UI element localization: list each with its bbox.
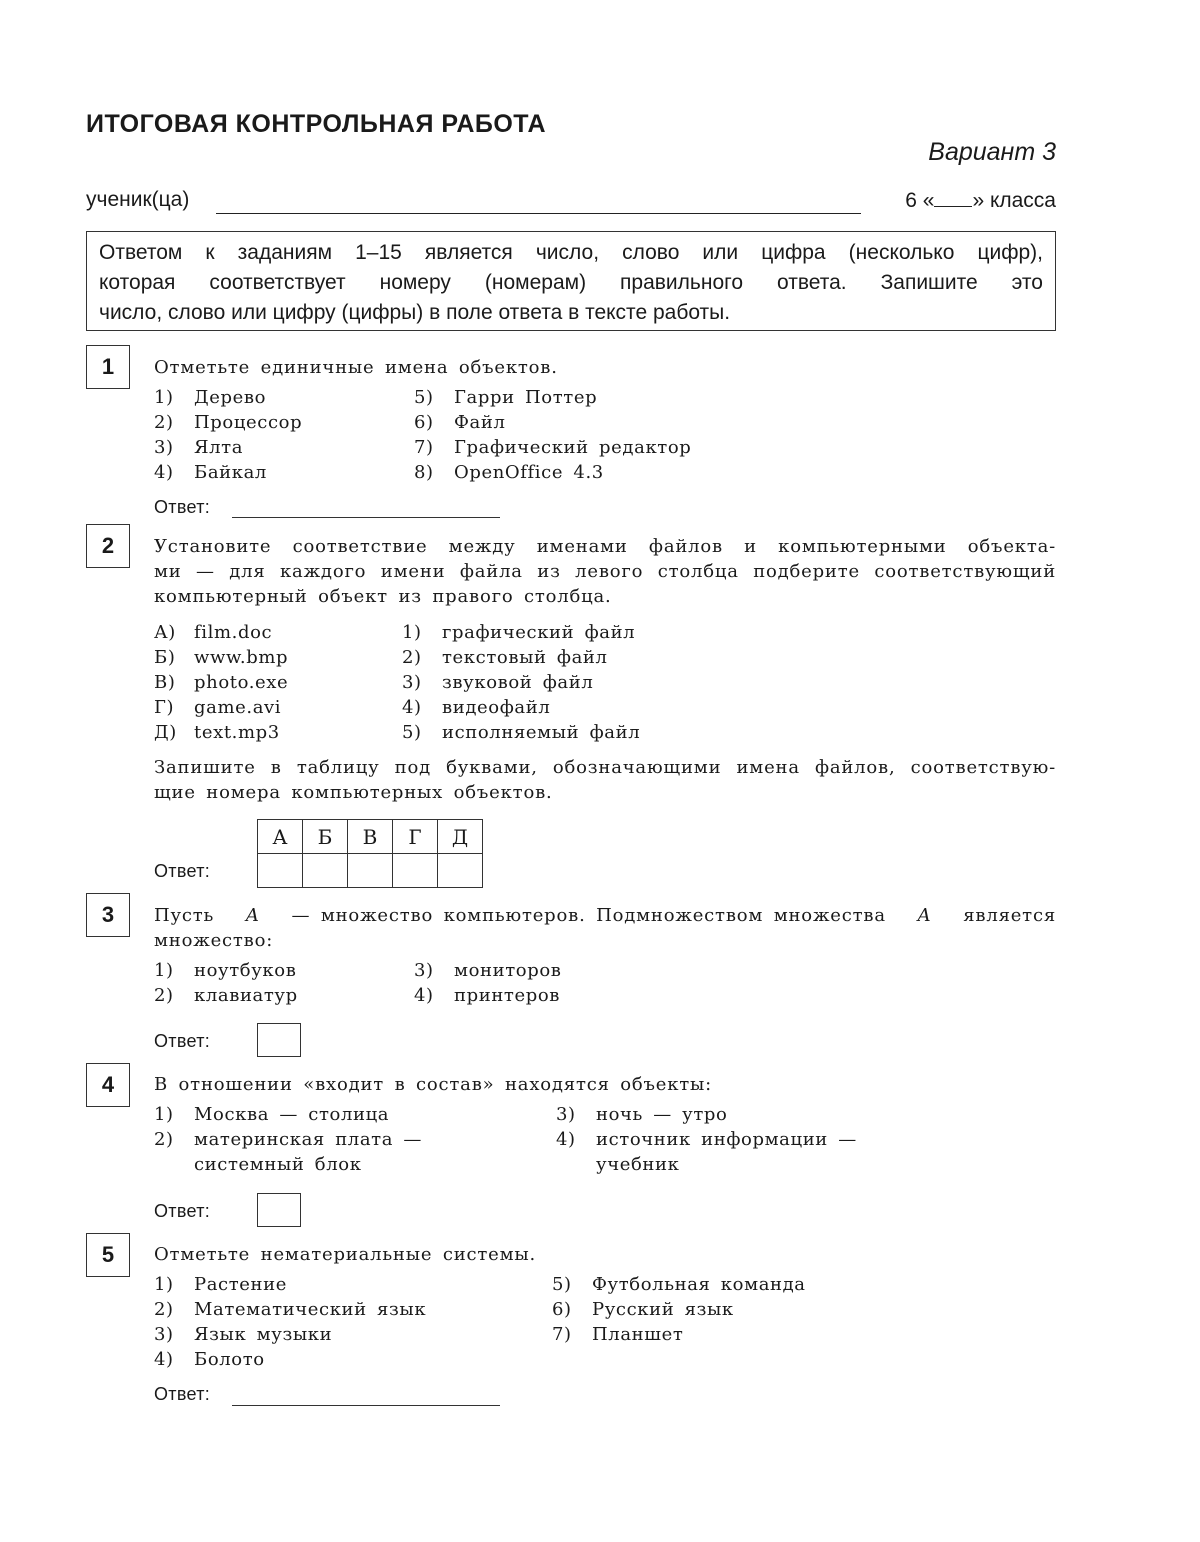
task-option: 4) Болото — [154, 1349, 265, 1370]
task-option: 4) видеофайл — [402, 697, 551, 718]
grade-letter-field[interactable] — [934, 188, 972, 207]
page-title: ИТОГОВАЯ КОНТРОЛЬНАЯ РАБОТА — [86, 110, 547, 138]
answer-box[interactable] — [257, 1023, 301, 1057]
task-option: 1) Москва — столица — [154, 1104, 390, 1125]
task-option: 4) Байкал — [154, 462, 267, 483]
table-header-cell: Д — [438, 820, 483, 854]
task-option: 3) Ялта — [154, 437, 244, 458]
task-option: 2) текстовый файл — [402, 647, 608, 668]
task-option: 8) OpenOffice 4.3 — [414, 462, 604, 483]
answer-label: Ответ: — [154, 497, 211, 517]
task-text: Запишите в таблицу под буквами, обозначающими имена файлов, соответствую- — [154, 757, 1056, 778]
answer-cell[interactable] — [393, 854, 438, 888]
answer-label: Ответ: — [154, 1384, 211, 1404]
task-number: 5 — [86, 1233, 130, 1277]
task-number: 4 — [86, 1063, 130, 1107]
answer-table — [257, 819, 483, 888]
task-text: Отметьте единичные имена объектов. — [154, 357, 558, 378]
task-text: ми — для каждого имени файла из левого столбца подберите соответствующий — [154, 561, 1056, 582]
table-header-cell: Г — [393, 820, 438, 854]
task-option: 3) звуковой файл — [402, 672, 594, 693]
task-option: 5) исполняемый файл — [402, 722, 641, 743]
answer-cell[interactable] — [438, 854, 483, 888]
table-header-cell: В — [348, 820, 393, 854]
grade-prefix: 6 « — [905, 189, 935, 212]
answer-cell[interactable] — [258, 854, 303, 888]
answer-box[interactable] — [257, 1193, 301, 1227]
task-option: Д) text.mp3 — [154, 722, 280, 743]
task-option: 5) Футбольная команда — [552, 1274, 806, 1295]
student-line — [86, 188, 1056, 218]
answer-field[interactable] — [232, 1405, 500, 1406]
variant-label: Вариант 3 — [928, 138, 1056, 166]
task-number: 2 — [86, 524, 130, 568]
answer-label: Ответ: — [154, 1031, 211, 1051]
task-option: Б) www.bmp — [154, 647, 289, 668]
task-text: Установите соответствие между именами файлов и компьютерными объекта- — [154, 536, 1056, 557]
task-text: Отметьте нематериальные системы. — [154, 1244, 537, 1265]
task-option: 3) Язык музыки — [154, 1324, 333, 1345]
task-option: 7) Планшет — [552, 1324, 684, 1345]
instructions-line: число, слово или цифру (цифры) в поле ответа в тексте работы. — [99, 301, 731, 324]
task-text: щие номера компьютерных объектов. — [154, 782, 553, 803]
student-label: ученик(ца) — [86, 188, 190, 211]
task-text: множество: — [154, 930, 274, 951]
table-header-cell: А — [258, 820, 303, 854]
task-number: 3 — [86, 893, 130, 937]
task-option: 1) ноутбуков — [154, 960, 297, 981]
task-option: 6) Файл — [414, 412, 506, 433]
task-option: 1) Растение — [154, 1274, 287, 1295]
task-option: 1) графический файл — [402, 622, 636, 643]
task-text: В отношении «входит в состав» находятся объекты: — [154, 1074, 713, 1095]
answer-cell[interactable] — [348, 854, 393, 888]
task-option: 2) Процессор — [154, 412, 303, 433]
task-option: 4) источник информации — учебник — [556, 1129, 857, 1175]
task-option: 3) мониторов — [414, 960, 562, 981]
task-option: 2) материнская плата — системный блок — [154, 1129, 422, 1175]
task-number: 1 — [86, 345, 130, 389]
task-text: Пусть A — множество компьютеров. Подмножеством множества A является — [154, 905, 1056, 926]
instructions-line: которая соответствует номеру (номерам) правильного ответа. Запишите это — [99, 271, 1043, 294]
task-option: В) photo.exe — [154, 672, 289, 693]
answer-field[interactable] — [232, 517, 500, 518]
grade-suffix: » класса — [972, 189, 1056, 212]
task-option: 1) Дерево — [154, 387, 267, 408]
student-name-field[interactable] — [216, 213, 861, 214]
answer-cell[interactable] — [303, 854, 348, 888]
task-option: 7) Графический редактор — [414, 437, 692, 458]
table-header-cell: Б — [303, 820, 348, 854]
task-option: Г) game.avi — [154, 697, 282, 718]
task-option: 3) ночь — утро — [556, 1104, 728, 1125]
instructions-line: Ответом к заданиям 1–15 является число, слово или цифра (несколько цифр), — [99, 241, 1043, 264]
task-option: 4) принтеров — [414, 985, 561, 1006]
task-option: 5) Гарри Поттер — [414, 387, 598, 408]
task-option: А) film.doc — [154, 622, 273, 643]
task-option: 2) Математический язык — [154, 1299, 427, 1320]
instructions-box — [86, 231, 1056, 331]
task-option: 6) Русский язык — [552, 1299, 734, 1320]
task-option: 2) клавиатур — [154, 985, 298, 1006]
answer-label: Ответ: — [154, 1201, 211, 1221]
task-text: компьютерный объект из правого столбца. — [154, 586, 612, 607]
answer-label: Ответ: — [154, 861, 211, 881]
grade-field — [905, 188, 1056, 213]
